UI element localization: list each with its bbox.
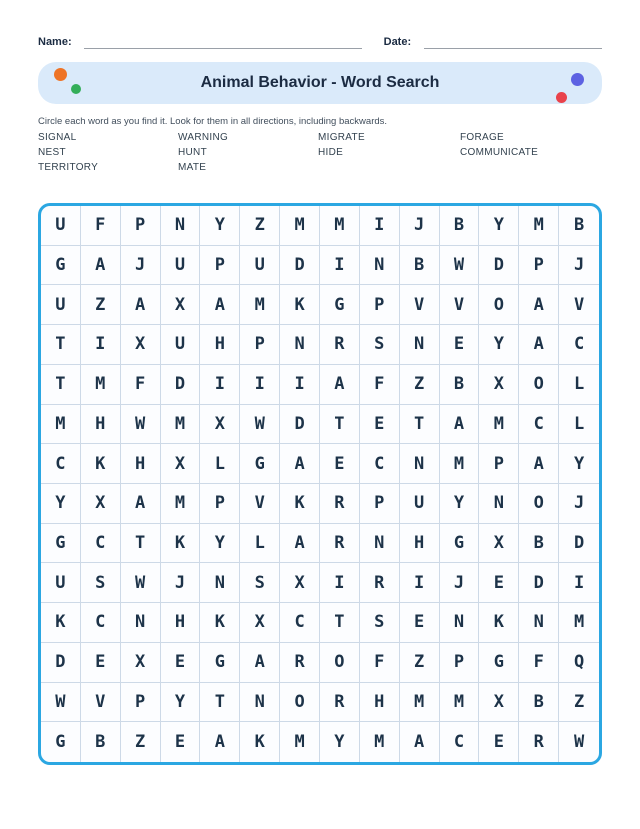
word-list-item: MATE <box>178 162 207 173</box>
grid-cell: A <box>320 365 360 405</box>
grid-cell: C <box>360 444 400 484</box>
grid-cell: K <box>200 603 240 643</box>
grid-cell: I <box>280 365 320 405</box>
grid-cell: A <box>519 285 559 325</box>
grid-cell: Y <box>440 484 480 524</box>
grid-cell: A <box>240 643 280 683</box>
grid-cell: B <box>400 246 440 286</box>
grid-cell: P <box>200 484 240 524</box>
grid-cell: E <box>320 444 360 484</box>
grid-cell: X <box>81 484 121 524</box>
grid-cell: E <box>440 325 480 365</box>
grid-cell: M <box>400 683 440 723</box>
grid-cell: A <box>280 524 320 564</box>
grid-cell: N <box>519 603 559 643</box>
grid-cell: S <box>240 563 280 603</box>
grid-cell: P <box>240 325 280 365</box>
grid-cell: P <box>121 683 161 723</box>
grid-cell: C <box>440 722 480 762</box>
grid-cell: K <box>161 524 201 564</box>
grid-cell: O <box>320 643 360 683</box>
grid-cell: D <box>280 246 320 286</box>
grid-cell: Y <box>200 206 240 246</box>
grid-cell: E <box>161 722 201 762</box>
grid-cell: G <box>41 722 81 762</box>
grid-cell: R <box>320 524 360 564</box>
grid-cell: G <box>320 285 360 325</box>
grid-cell: P <box>360 285 400 325</box>
grid-cell: V <box>440 285 480 325</box>
grid-cell: M <box>519 206 559 246</box>
word-list-item: FORAGE <box>460 132 505 143</box>
grid-cell: X <box>161 444 201 484</box>
grid-cell: S <box>360 603 400 643</box>
grid-cell: C <box>280 603 320 643</box>
grid-cell: M <box>559 603 599 643</box>
grid-cell: N <box>400 444 440 484</box>
grid-cell: P <box>440 643 480 683</box>
grid-cell: A <box>200 722 240 762</box>
grid-cell: A <box>280 444 320 484</box>
grid-cell: B <box>81 722 121 762</box>
name-date-row <box>38 34 602 49</box>
grid-cell: J <box>400 206 440 246</box>
instructions-text: Circle each word as you find it. Look for them in all directions, including backwards. <box>38 116 388 127</box>
grid-cell: V <box>81 683 121 723</box>
grid-cell: H <box>200 325 240 365</box>
grid-cell: U <box>41 563 81 603</box>
grid-cell: N <box>161 206 201 246</box>
grid-cell: M <box>280 206 320 246</box>
grid-cell: W <box>240 405 280 445</box>
grid-cell: K <box>280 285 320 325</box>
grid-cell: N <box>280 325 320 365</box>
grid-cell: I <box>559 563 599 603</box>
date-field-line[interactable] <box>424 34 602 49</box>
grid-cell: X <box>121 643 161 683</box>
grid-cell: R <box>320 325 360 365</box>
grid-cell: Y <box>559 444 599 484</box>
grid-cell: U <box>41 206 81 246</box>
grid-cell: S <box>360 325 400 365</box>
grid-cell: G <box>200 643 240 683</box>
grid-cell: P <box>519 246 559 286</box>
word-list-item: HIDE <box>318 147 344 158</box>
grid-cell: G <box>479 643 519 683</box>
grid-cell: I <box>200 365 240 405</box>
grid-cell: A <box>200 285 240 325</box>
word-list-item: MIGRATE <box>318 132 365 143</box>
grid-cell: E <box>360 405 400 445</box>
grid-cell: W <box>121 405 161 445</box>
grid-cell: F <box>360 365 400 405</box>
grid-cell: I <box>320 246 360 286</box>
grid-cell: Y <box>200 524 240 564</box>
name-field-line[interactable] <box>84 34 362 49</box>
grid-cell: R <box>320 683 360 723</box>
grid-cell: E <box>161 643 201 683</box>
grid-cell: J <box>440 563 480 603</box>
grid-cell: H <box>81 405 121 445</box>
grid-cell: R <box>519 722 559 762</box>
grid-cell: A <box>121 285 161 325</box>
grid-cell: M <box>479 405 519 445</box>
grid-cell: I <box>320 563 360 603</box>
title-banner <box>38 62 602 104</box>
grid-cell: T <box>41 325 81 365</box>
grid-cell: M <box>161 405 201 445</box>
grid-cell: P <box>479 444 519 484</box>
grid-cell: B <box>440 365 480 405</box>
grid-cell: G <box>240 444 280 484</box>
grid-cell: I <box>400 563 440 603</box>
grid-cell: U <box>161 246 201 286</box>
grid-cell: V <box>400 285 440 325</box>
grid-cell: A <box>519 325 559 365</box>
grid-cell: U <box>240 246 280 286</box>
grid-cell: A <box>519 444 559 484</box>
grid-cell: D <box>559 524 599 564</box>
grid-cell: M <box>320 206 360 246</box>
word-list-column <box>460 130 602 175</box>
grid-cell: M <box>81 365 121 405</box>
grid-cell: R <box>360 563 400 603</box>
green-dot-icon <box>71 84 81 94</box>
grid-cell: J <box>559 484 599 524</box>
grid-cell: B <box>559 206 599 246</box>
grid-cell: M <box>440 683 480 723</box>
grid-cell: W <box>41 683 81 723</box>
grid-cell: U <box>400 484 440 524</box>
grid-cell: H <box>360 683 400 723</box>
grid-cell: F <box>360 643 400 683</box>
word-list-column <box>38 130 178 175</box>
grid-cell: D <box>161 365 201 405</box>
grid-cell: X <box>161 285 201 325</box>
grid-cell: F <box>81 206 121 246</box>
grid-cell: L <box>240 524 280 564</box>
grid-cell: P <box>360 484 400 524</box>
grid-cell: H <box>400 524 440 564</box>
grid-cell: T <box>41 365 81 405</box>
grid-cell: X <box>479 524 519 564</box>
letter-grid <box>38 203 602 765</box>
grid-cell: O <box>280 683 320 723</box>
grid-cell: A <box>121 484 161 524</box>
grid-cell: V <box>240 484 280 524</box>
indigo-dot-icon <box>571 73 584 86</box>
grid-cell: J <box>121 246 161 286</box>
grid-cell: X <box>121 325 161 365</box>
word-list-item: COMMUNICATE <box>460 147 539 158</box>
grid-cell: Y <box>479 325 519 365</box>
grid-cell: C <box>559 325 599 365</box>
grid-cell: Y <box>41 484 81 524</box>
grid-cell: F <box>121 365 161 405</box>
word-list-item: SIGNAL <box>38 132 77 143</box>
grid-cell: A <box>440 405 480 445</box>
grid-cell: P <box>200 246 240 286</box>
grid-cell: D <box>280 405 320 445</box>
grid-cell: M <box>41 405 81 445</box>
grid-cell: P <box>121 206 161 246</box>
grid-cell: I <box>240 365 280 405</box>
page-title: Animal Behavior - Word Search <box>200 74 440 91</box>
grid-cell: D <box>41 643 81 683</box>
grid-cell: V <box>559 285 599 325</box>
grid-cell: E <box>400 603 440 643</box>
grid-cell: Q <box>559 643 599 683</box>
grid-cell: K <box>240 722 280 762</box>
grid-cell: L <box>200 444 240 484</box>
grid-cell: X <box>280 563 320 603</box>
grid-cell: N <box>479 484 519 524</box>
grid-cell: X <box>479 683 519 723</box>
grid-cell: K <box>479 603 519 643</box>
orange-dot-icon <box>54 68 67 81</box>
grid-cell: Z <box>400 643 440 683</box>
grid-cell: H <box>161 603 201 643</box>
grid-cell: Y <box>161 683 201 723</box>
grid-cell: O <box>519 365 559 405</box>
grid-cell: Z <box>81 285 121 325</box>
grid-cell: L <box>559 365 599 405</box>
grid-cell: E <box>81 643 121 683</box>
grid-cell: A <box>81 246 121 286</box>
grid-cell: G <box>440 524 480 564</box>
grid-cell: J <box>161 563 201 603</box>
grid-cell: C <box>81 524 121 564</box>
word-list-column <box>178 130 318 175</box>
grid-cell: W <box>121 563 161 603</box>
grid-cell: J <box>559 246 599 286</box>
grid-cell: I <box>360 206 400 246</box>
grid-cell: D <box>479 246 519 286</box>
grid-cell: I <box>81 325 121 365</box>
word-list-item: TERRITORY <box>38 162 99 173</box>
grid-cell: B <box>440 206 480 246</box>
grid-cell: N <box>440 603 480 643</box>
grid-cell: D <box>519 563 559 603</box>
grid-cell: M <box>360 722 400 762</box>
grid-cell: T <box>320 603 360 643</box>
grid-cell: N <box>121 603 161 643</box>
grid-cell: B <box>519 524 559 564</box>
red-dot-icon <box>556 92 567 103</box>
grid-cell: N <box>240 683 280 723</box>
grid-cell: W <box>440 246 480 286</box>
grid-cell: X <box>200 405 240 445</box>
grid-cell: M <box>161 484 201 524</box>
grid-cell: M <box>440 444 480 484</box>
grid-cell: N <box>360 524 400 564</box>
grid-cell: G <box>41 246 81 286</box>
grid-cell: Z <box>121 722 161 762</box>
grid-cell: X <box>240 603 280 643</box>
grid-cell: O <box>519 484 559 524</box>
grid-cell: W <box>573 732 585 753</box>
grid-cell: U <box>41 285 81 325</box>
grid-cell: B <box>519 683 559 723</box>
grid-cell: Z <box>400 365 440 405</box>
grid-cell: A <box>400 722 440 762</box>
date-label: Date: <box>383 36 412 48</box>
grid-cell: N <box>400 325 440 365</box>
grid-cell: R <box>320 484 360 524</box>
grid-cell: N <box>200 563 240 603</box>
grid-cell: C <box>41 444 81 484</box>
word-list-column <box>318 130 460 175</box>
name-label: Name: <box>38 36 72 48</box>
grid-cell: U <box>161 325 201 365</box>
grid-cell: G <box>41 524 81 564</box>
grid-cell: N <box>360 246 400 286</box>
grid-cell: T <box>400 405 440 445</box>
grid-cell: Z <box>240 206 280 246</box>
grid-cell: M <box>280 722 320 762</box>
word-list-item: NEST <box>38 147 66 158</box>
grid-cell: E <box>479 722 519 762</box>
grid-cell: K <box>81 444 121 484</box>
grid-cell: C <box>519 405 559 445</box>
grid-cell: M <box>240 285 280 325</box>
grid-cell: Y <box>320 722 360 762</box>
grid-cell: H <box>121 444 161 484</box>
grid-cell: K <box>280 484 320 524</box>
word-list-item: HUNT <box>178 147 207 158</box>
grid-cell: S <box>81 563 121 603</box>
grid-cell: T <box>320 405 360 445</box>
grid-cell: X <box>479 365 519 405</box>
grid-cell: Y <box>479 206 519 246</box>
grid-cell: T <box>200 683 240 723</box>
grid-cell: L <box>559 405 599 445</box>
grid-cell: C <box>81 603 121 643</box>
word-list-item: WARNING <box>178 132 229 143</box>
word-list <box>38 130 602 175</box>
grid-cell: T <box>121 524 161 564</box>
grid-cell: O <box>479 285 519 325</box>
grid-cell: F <box>519 643 559 683</box>
grid-cell: Z <box>559 683 599 723</box>
grid-cell: K <box>41 603 81 643</box>
grid-cell: R <box>280 643 320 683</box>
grid-cell: E <box>479 563 519 603</box>
